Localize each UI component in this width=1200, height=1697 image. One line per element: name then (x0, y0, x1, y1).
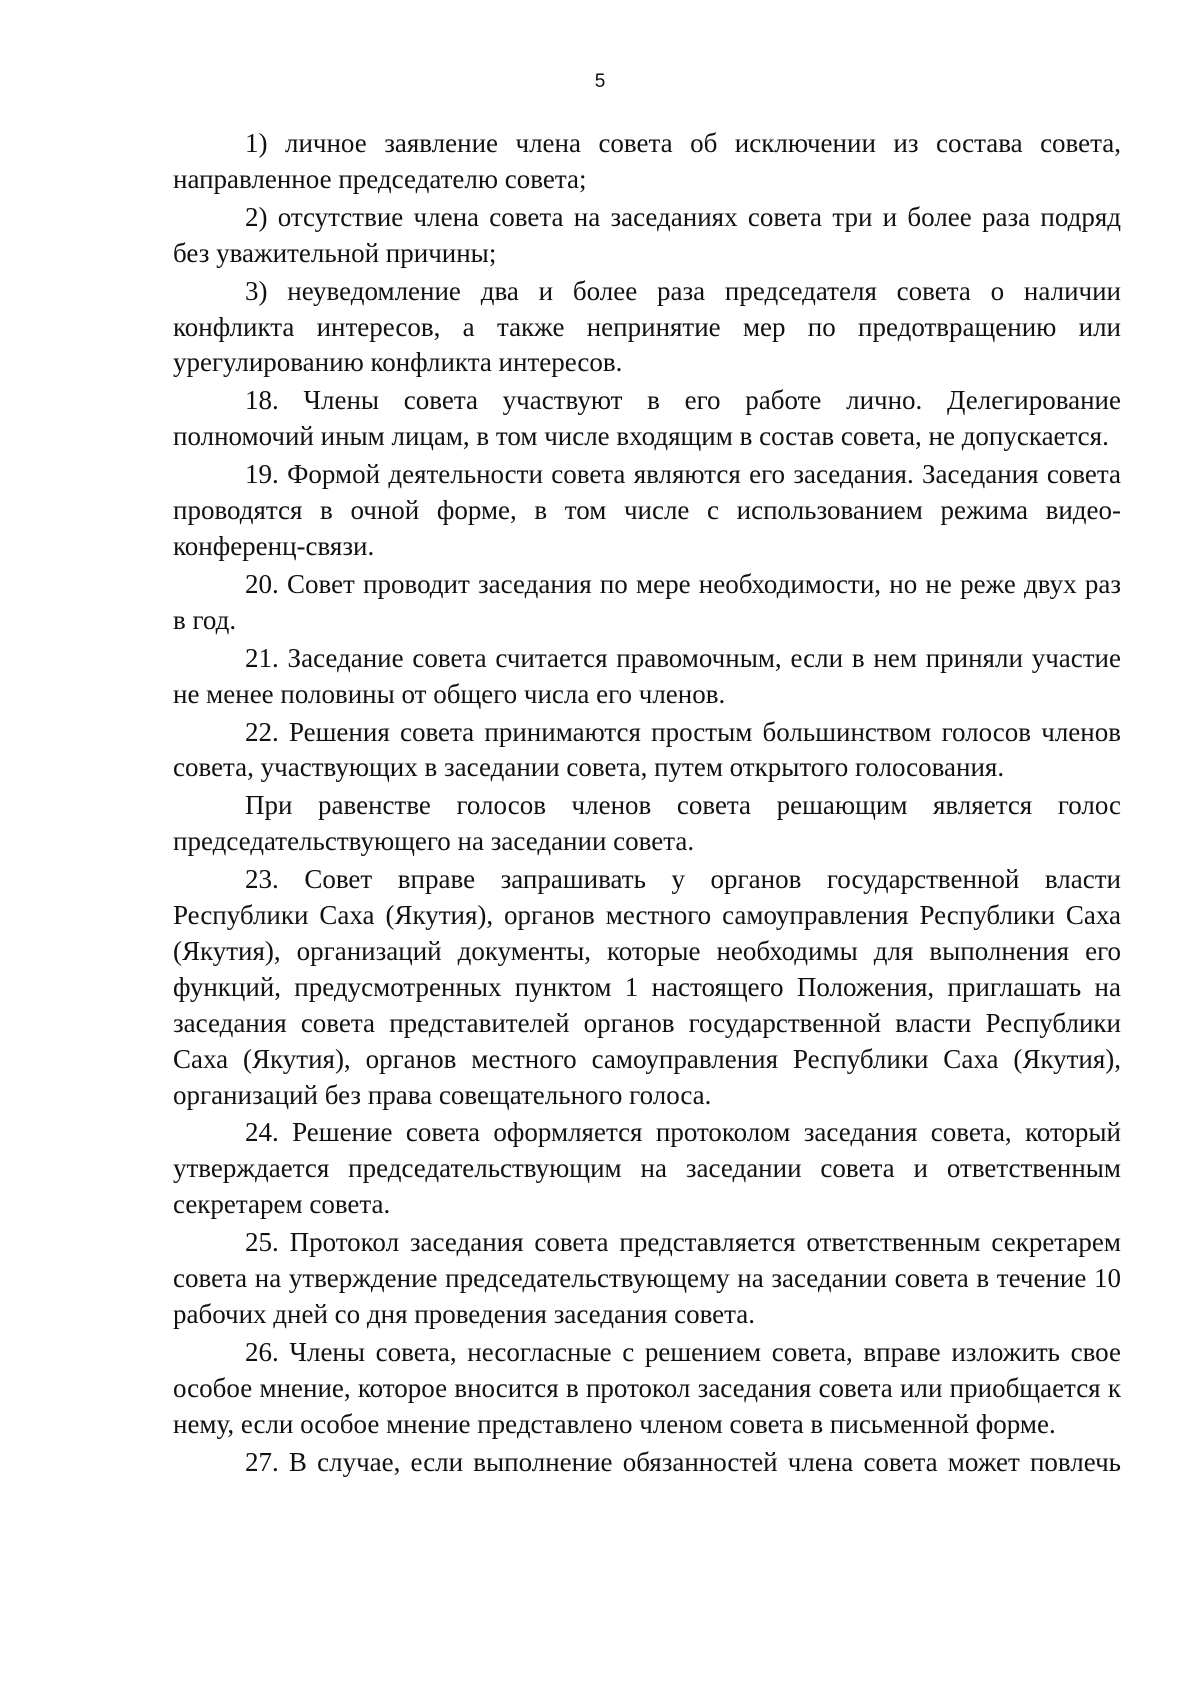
paragraph-22-continuation: При равенстве голосов членов совета решающим является голос председательствующего на заседании совета. (173, 790, 1121, 857)
paragraph-item-3: 3) неуведомление два и более раза председателя совета о наличии конфликта интересов, а также непринятие мер по предотвращению или урегулированию конфликта интересов. (173, 275, 1121, 378)
paragraph-item-2: 2) отсутствие члена совета на заседаниях совета три и более раза подряд без уважительной причины; (173, 201, 1121, 268)
paragraph-21: 21. Заседание совета считается правомочным, если в нем приняли участие не менее половины от общего числа его членов. (173, 642, 1121, 709)
paragraph-24: 24. Решение совета оформляется протоколом заседания совета, который утверждается председательствующим на заседании совета и ответственным секретарем совета. (173, 1117, 1121, 1220)
paragraph-26: 26. Члены совета, несогласные с решением совета, вправе изложить свое особое мнение, которое вносится в протокол заседания совета или приобщается к нему, если особое мнение представлено членом совета в письменной форме. (173, 1336, 1121, 1439)
paragraph-20: 20. Совет проводит заседания по мере необходимости, но не реже двух раз в год. (173, 568, 1121, 635)
paragraph-19: 19. Формой деятельности совета являются его заседания. Заседания совета проводятся в очной форме, в том числе с использованием режима видео-конференц-связи. (173, 459, 1121, 561)
paragraph-22: 22. Решения совета принимаются простым большинством голосов членов совета, участвующих в заседании совета, путем открытого голосования. (173, 716, 1121, 783)
paragraph-23: 23. Совет вправе запрашивать у органов государственной власти Республики Саха (Якутия), органов местного самоуправления Республики Саха (Якутия), организаций документы, которые необходимы для выполнения его функций, предусмотренных пунктом 1 настоящего Положения, приглашать на заседания совета представителей органов государственной власти Республики Саха (Якутия), органов местного самоуправления Республики Саха (Якутия), организаций без права совещательного голоса. (173, 864, 1121, 1110)
paragraph-25: 25. Протокол заседания совета представляется ответственным секретарем совета на утверждение председательствующему на заседании совета в течение 10 рабочих дней со дня проведения заседания совета. (173, 1227, 1121, 1329)
paragraph-18: 18. Члены совета участвуют в его работе лично. Делегирование полномочий иным лицам, в том числе входящим в состав совета, не допускается. (173, 385, 1121, 452)
paragraph-item-1: 1) личное заявление члена совета об исключении из состава совета, направленное председателю совета; (173, 128, 1121, 194)
document-body (173, 126, 1121, 1483)
paragraph-27: 27. В случае, если выполнение обязанностей члена совета может повлечь (245, 1446, 1121, 1477)
page-number: 5 (594, 71, 606, 92)
